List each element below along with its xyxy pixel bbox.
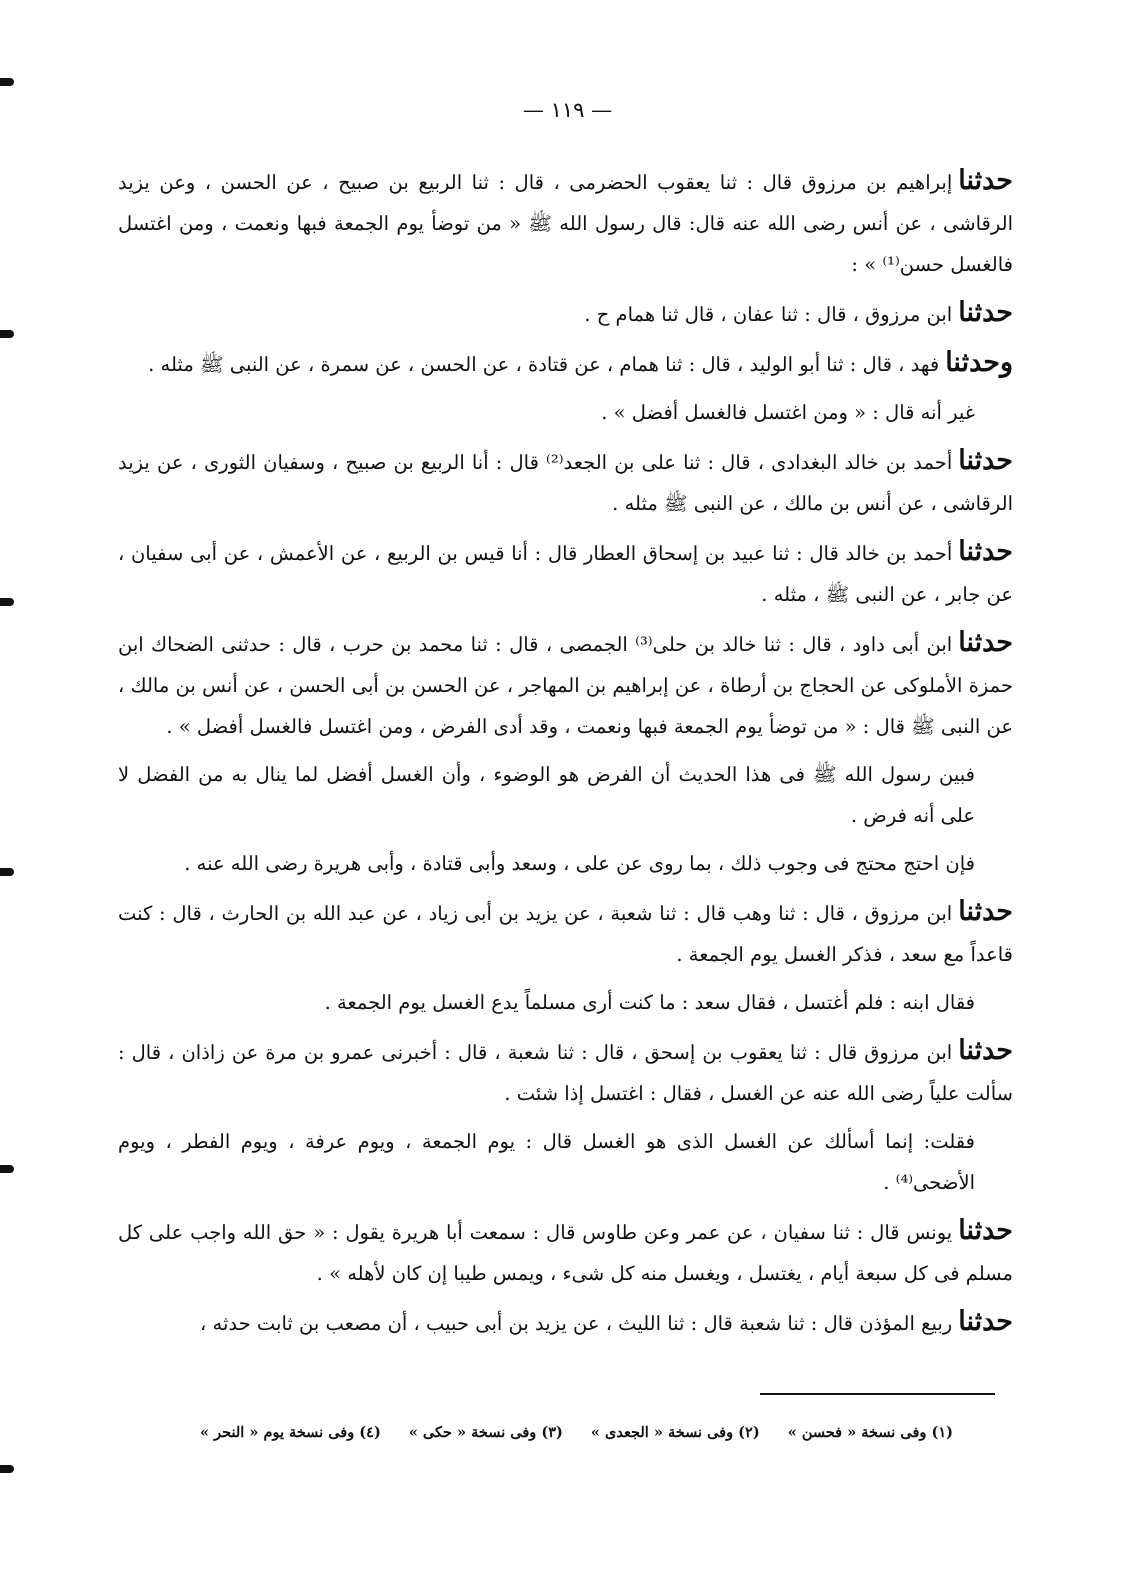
paragraph-lead-word: حدثنا: [958, 1215, 1013, 1246]
hadith-paragraph: [118, 1121, 1013, 1203]
hadith-paragraph: [118, 392, 1013, 433]
paragraph-text: ابن مرزوق ، قال : ثنا وهب قال : ثنا شعبة ، عن يزيد بن أبى زياد ، عن عبد الله بن الحارث ، قال : كنت قاعداً مع سعد ، فذكر الغسل يوم الجمعة .: [118, 902, 1013, 966]
paragraph-text: فإن احتج محتج فى وجوب ذلك ، بما روى عن على ، وسعد وأبى قتادة ، وأبى هريرة رضى الله عنه .: [184, 852, 975, 875]
footnote-item: (١) وفى نسخة « فحسن »: [787, 1424, 953, 1441]
hadith-paragraph: [118, 622, 1013, 747]
hadith-paragraph: [118, 982, 1013, 1023]
footnote-item: (٣) وفى نسخة « حكى »: [408, 1424, 563, 1441]
paragraph-text: ربيع المؤذن قال : ثنا شعبة قال : ثنا الليث ، عن يزيد بن أبى حبيب ، أن مصعب بن ثابت حدثه ،: [200, 1312, 953, 1335]
margin-mark: [0, 1165, 14, 1173]
paragraph-text: فبين رسول الله ﷺ فى هذا الحديث أن الفرض هو الوضوء ، وأن الغسل أفضل لما ينال به من الفضل لا على أنه فرض .: [118, 763, 975, 827]
paragraph-lead-word: وحدثنا: [945, 347, 1013, 378]
paragraph-text: إبراهيم بن مرزوق قال : ثنا يعقوب الحضرمى ، قال : ثنا الربيع بن صبيح ، عن الحسن ، وعن يزيد الرقاشى ، عن أنس رضى الله عنه قال: قال رسول الله ﷺ « من توضأ يوم الجمعة فبها ونعمت ، ومن اغتسل فالغسل حسن⁽¹⁾ » :: [118, 171, 1013, 276]
hadith-paragraph: [118, 891, 1013, 975]
hadith-paragraph: [118, 1301, 1013, 1344]
margin-mark: [0, 78, 14, 86]
paragraph-lead-word: حدثنا: [958, 297, 1013, 328]
page-body: [118, 160, 1013, 1351]
margin-mark: [0, 1465, 14, 1473]
footnote-item: (٤) وفى نسخة يوم « النحر »: [200, 1424, 381, 1441]
hadith-paragraph: [118, 342, 1013, 385]
paragraph-text: أحمد بن خالد البغدادى ، قال : ثنا على بن الجعد⁽²⁾ قال : أنا الربيع بن صبيح ، وسفيان الثورى ، عن يزيد الرقاشى ، عن أنس بن مالك ، عن النبى ﷺ مثله .: [118, 451, 1013, 515]
paragraph-text: ابن مرزوق ، قال : ثنا عفان ، قال ثنا همام ح .: [584, 303, 953, 326]
margin-mark: [0, 598, 14, 606]
paragraph-text: ابن مرزوق قال : ثنا يعقوب بن إسحق ، قال : ثنا شعبة ، قال : أخبرنى عمرو بن مرة عن زاذان ، قال : سألت علياً رضى الله عنه عن الغسل ، فقال : اغتسل إذا شئت .: [118, 1041, 1013, 1105]
hadith-paragraph: [118, 160, 1013, 285]
page-number: — ١١٩ —: [522, 98, 613, 122]
hadith-paragraph: [118, 440, 1013, 524]
paragraph-lead-word: حدثنا: [958, 165, 1014, 196]
paragraph-lead-word: حدثنا: [958, 1035, 1013, 1066]
paragraph-text: فقال ابنه : فلم أغتسل ، فقال سعد : ما كنت أرى مسلماً يدع الغسل يوم الجمعة .: [324, 991, 975, 1014]
paragraph-lead-word: حدثنا: [958, 1306, 1013, 1337]
hadith-paragraph: [118, 843, 1013, 884]
paragraph-text: ابن أبى داود ، قال : ثنا خالد بن حلى⁽³⁾ الجمصى ، قال : ثنا محمد بن حرب ، قال : حدثنى الضحاك ابن حمزة الأملوكى عن الحجاج بن أرطاة ، عن إبراهيم بن المهاجر ، عن الحسن بن أبى الحسن ، عن أنس بن مالك ، عن النبى ﷺ قال : « من توضأ يوم الجمعة فبها ونعمت ، وقد أدى الفرض ، ومن اغتسل فالغسل أفضل » .: [118, 633, 1014, 738]
margin-mark: [0, 330, 14, 338]
footnote-rule: [760, 1393, 995, 1395]
paragraph-lead-word: حدثنا: [958, 536, 1013, 567]
hadith-paragraph: [118, 531, 1013, 615]
paragraph-lead-word: حدثنا: [958, 445, 1014, 476]
hadith-paragraph: [118, 292, 1013, 335]
paragraph-text: يونس قال : ثنا سفيان ، عن عمر وعن طاوس قال : سمعت أبا هريرة يقول : « حق الله واجب على كل مسلم فى كل سبعة أيام ، يغتسل ، ويغسل منه كل شىء ، ويمس طيبا إن كان لأهله » .: [118, 1221, 1013, 1285]
footnote-item: (٢) وفى نسخة « الجعدى »: [590, 1424, 760, 1441]
paragraph-text: أحمد بن خالد قال : ثنا عبيد بن إسحاق العطار قال : أنا قيس بن الربيع ، عن الأعمش ، عن أبى سفيان ، عن جابر ، عن النبى ﷺ ، مثله .: [118, 542, 1013, 606]
margin-mark: [0, 868, 14, 876]
paragraph-text: فقلت: إنما أسألك عن الغسل الذى هو الغسل قال : يوم الجمعة ، ويوم عرفة ، ويوم الفطر ، ويوم الأضحى⁽⁴⁾ .: [118, 1130, 975, 1194]
footnotes: [118, 1424, 953, 1441]
hadith-paragraph: [118, 1210, 1013, 1294]
paragraph-text: غير أنه قال : « ومن اغتسل فالغسل أفضل » .: [601, 401, 975, 424]
paragraph-lead-word: حدثنا: [958, 627, 1013, 658]
hadith-paragraph: [118, 1030, 1013, 1114]
hadith-paragraph: [118, 754, 1013, 836]
paragraph-text: فهد ، قال : ثنا أبو الوليد ، قال : ثنا همام ، عن قتادة ، عن الحسن ، عن سمرة ، عن النبى ﷺ مثله .: [148, 353, 940, 376]
paragraph-lead-word: حدثنا: [958, 896, 1013, 927]
